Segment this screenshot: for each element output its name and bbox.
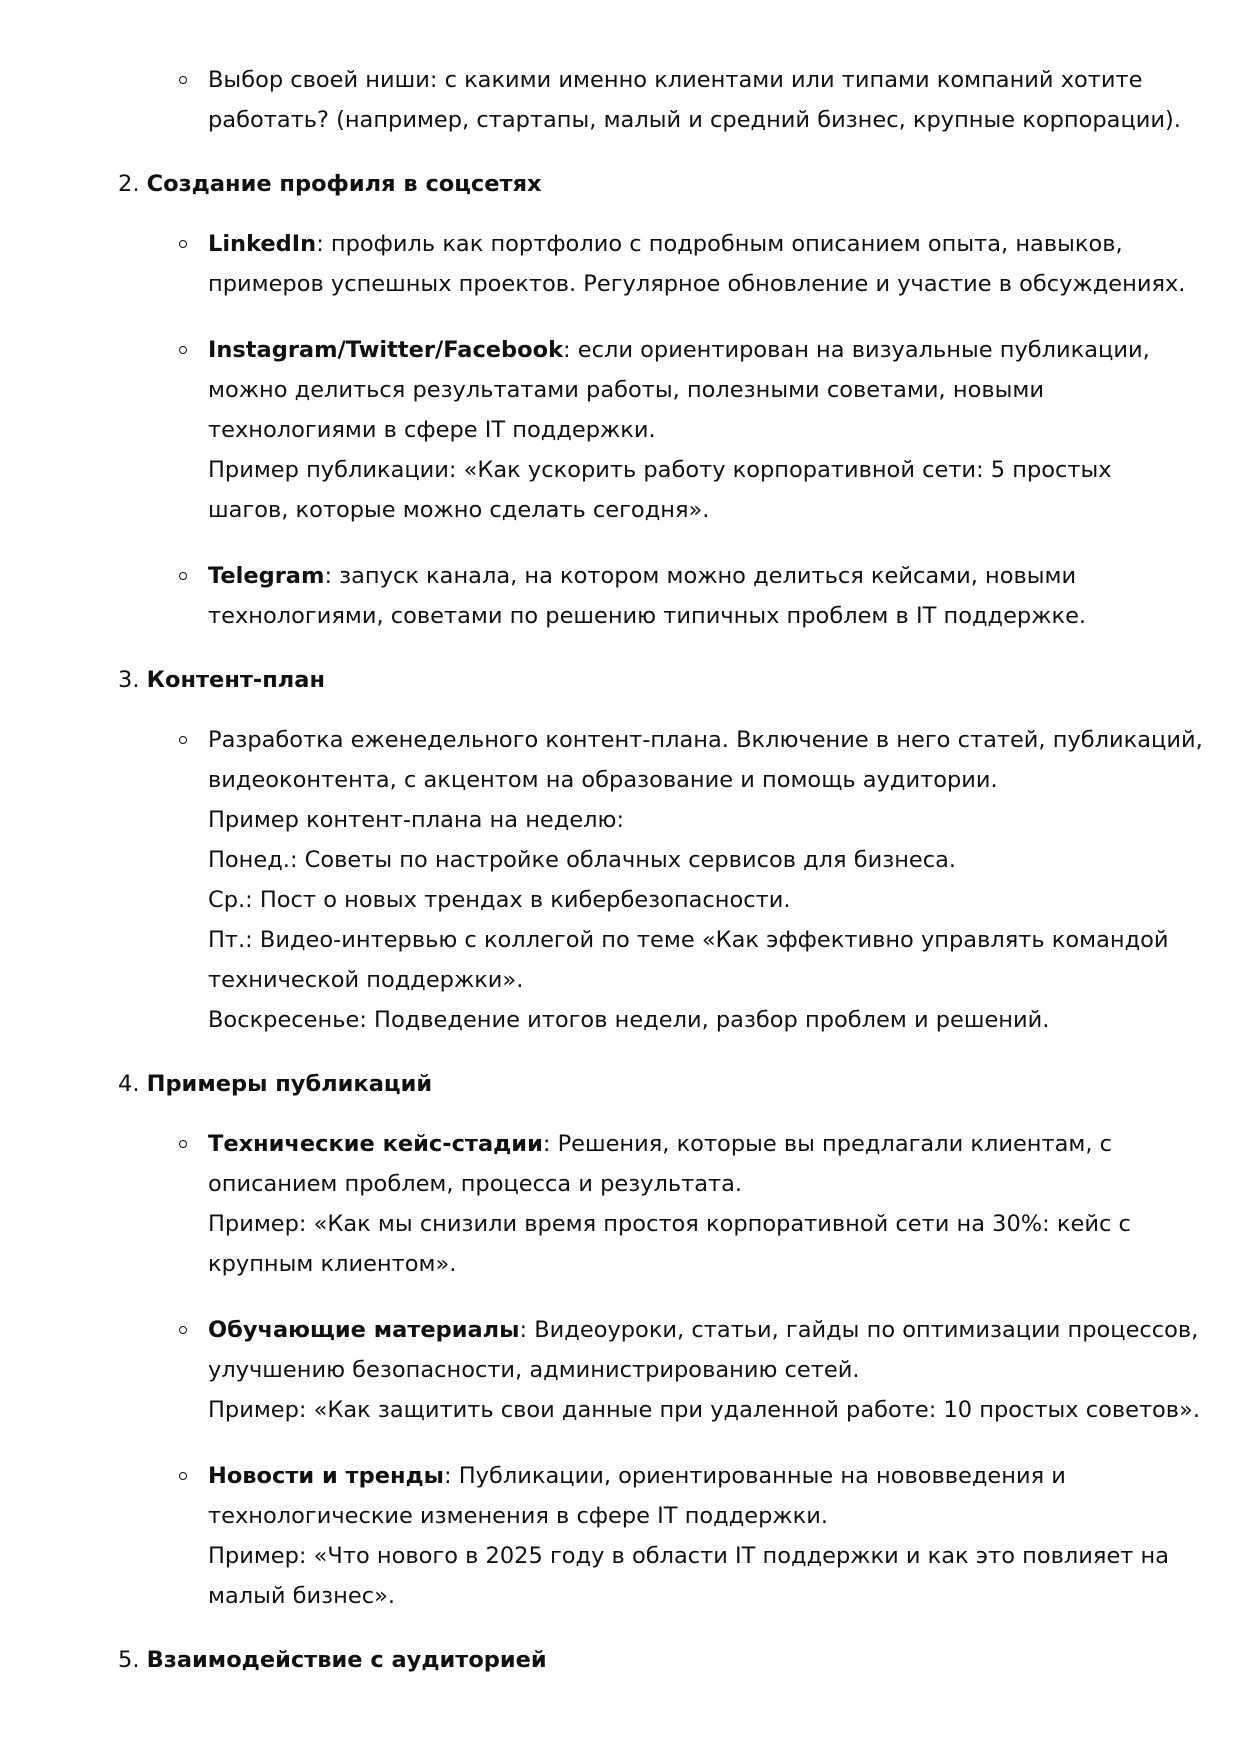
item-bold-term: Новости и тренды — [208, 1463, 445, 1489]
item-bold-term: Instagram/Twitter/Facebook — [208, 337, 564, 363]
section-heading — [118, 164, 542, 204]
list-item-line: Воскресенье: Подведение итогов недели, разбор проблем и решений. — [208, 1007, 1050, 1033]
section-title: Примеры публикаций — [146, 1071, 433, 1097]
list-item-line: Выбор своей ниши: с какими именно клиентами или типами компаний хотите — [208, 67, 1143, 93]
section-title: Контент-план — [146, 667, 325, 693]
list-item-line: Пример: «Как мы снизили время простоя корпоративной сети на 30%: кейс с — [208, 1211, 1131, 1237]
list-bullet — [179, 1140, 187, 1148]
list-item-line: Пример: «Как защитить свои данные при удаленной работе: 10 простых советов». — [208, 1397, 1200, 1423]
list-item-line: Технические кейс-стадии: Решения, которые вы предлагали клиентам, с — [208, 1131, 1113, 1157]
list-item-line: малый бизнес». — [208, 1583, 395, 1609]
list-item-line: Telegram: запуск канала, на котором можно делиться кейсами, новыми — [208, 563, 1077, 589]
list-item-line: можно делиться результатами работы, полезными советами, новыми — [208, 377, 1044, 403]
section-number: 3. — [118, 667, 140, 693]
list-item-line: шагов, которые можно сделать сегодня». — [208, 497, 710, 523]
section-number: 5. — [118, 1647, 140, 1673]
list-item-line: описанием проблем, процесса и результата. — [208, 1171, 743, 1197]
list-item-line: Обучающие материалы: Видеоуроки, статьи, гайды по оптимизации процессов, — [208, 1317, 1199, 1343]
list-bullet — [179, 1326, 187, 1334]
section-title: Взаимодействие с аудиторией — [146, 1647, 547, 1673]
section-heading — [118, 1064, 432, 1104]
list-bullet — [179, 1472, 187, 1480]
list-item-line: Понед.: Советы по настройке облачных сервисов для бизнеса. — [208, 847, 957, 873]
list-item-line: примеров успешных проектов. Регулярное обновление и участие в обсуждениях. — [208, 271, 1186, 297]
list-bullet — [179, 240, 187, 248]
list-item-line: технологиями, советами по решению типичных проблем в IT поддержке. — [208, 603, 1087, 629]
list-bullet — [179, 572, 187, 580]
list-item-line: Разработка еженедельного контент-плана. Включение в него статей, публикаций, — [208, 727, 1203, 753]
list-item-line: работать? (например, стартапы, малый и средний бизнес, крупные корпорации). — [208, 107, 1181, 133]
section-heading — [118, 1640, 547, 1680]
section-heading — [118, 660, 325, 700]
list-item-line: Пример: «Что нового в 2025 году в области IT поддержки и как это повлияет на — [208, 1543, 1170, 1569]
list-item-line: крупным клиентом». — [208, 1251, 457, 1277]
list-item-line: LinkedIn: профиль как портфолио с подробным описанием опыта, навыков, — [208, 231, 1123, 257]
item-bold-term: Технические кейс-стадии — [208, 1131, 543, 1157]
section-number: 4. — [118, 1071, 140, 1097]
section-title: Создание профиля в соцсетях — [146, 171, 542, 197]
list-bullet — [179, 76, 187, 84]
list-item-line: Ср.: Пост о новых трендах в кибербезопасности. — [208, 887, 791, 913]
list-item-line: технической поддержки». — [208, 967, 524, 993]
list-item-line: Пример контент-плана на неделю: — [208, 807, 625, 833]
list-bullet — [179, 346, 187, 354]
list-item-line: Instagram/Twitter/Facebook: если ориентирован на визуальные публикации, — [208, 337, 1150, 363]
list-item-line: технологические изменения в сфере IT поддержки. — [208, 1503, 829, 1529]
list-item-line: Новости и тренды: Публикации, ориентированные на нововведения и — [208, 1463, 1066, 1489]
item-bold-term: LinkedIn — [208, 231, 317, 257]
item-bold-term: Обучающие материалы — [208, 1317, 520, 1343]
list-item-line: улучшению безопасности, администрированию сетей. — [208, 1357, 860, 1383]
list-item-line: видеоконтента, с акцентом на образование и помощь аудитории. — [208, 767, 998, 793]
section-number: 2. — [118, 171, 140, 197]
list-item-line: Пример публикации: «Как ускорить работу корпоративной сети: 5 простых — [208, 457, 1112, 483]
list-bullet — [179, 736, 187, 744]
list-item-line: Пт.: Видео-интервью с коллегой по теме «Как эффективно управлять командой — [208, 927, 1169, 953]
item-bold-term: Telegram — [208, 563, 325, 589]
list-item-line: технологиями в сфере IT поддержки. — [208, 417, 656, 443]
